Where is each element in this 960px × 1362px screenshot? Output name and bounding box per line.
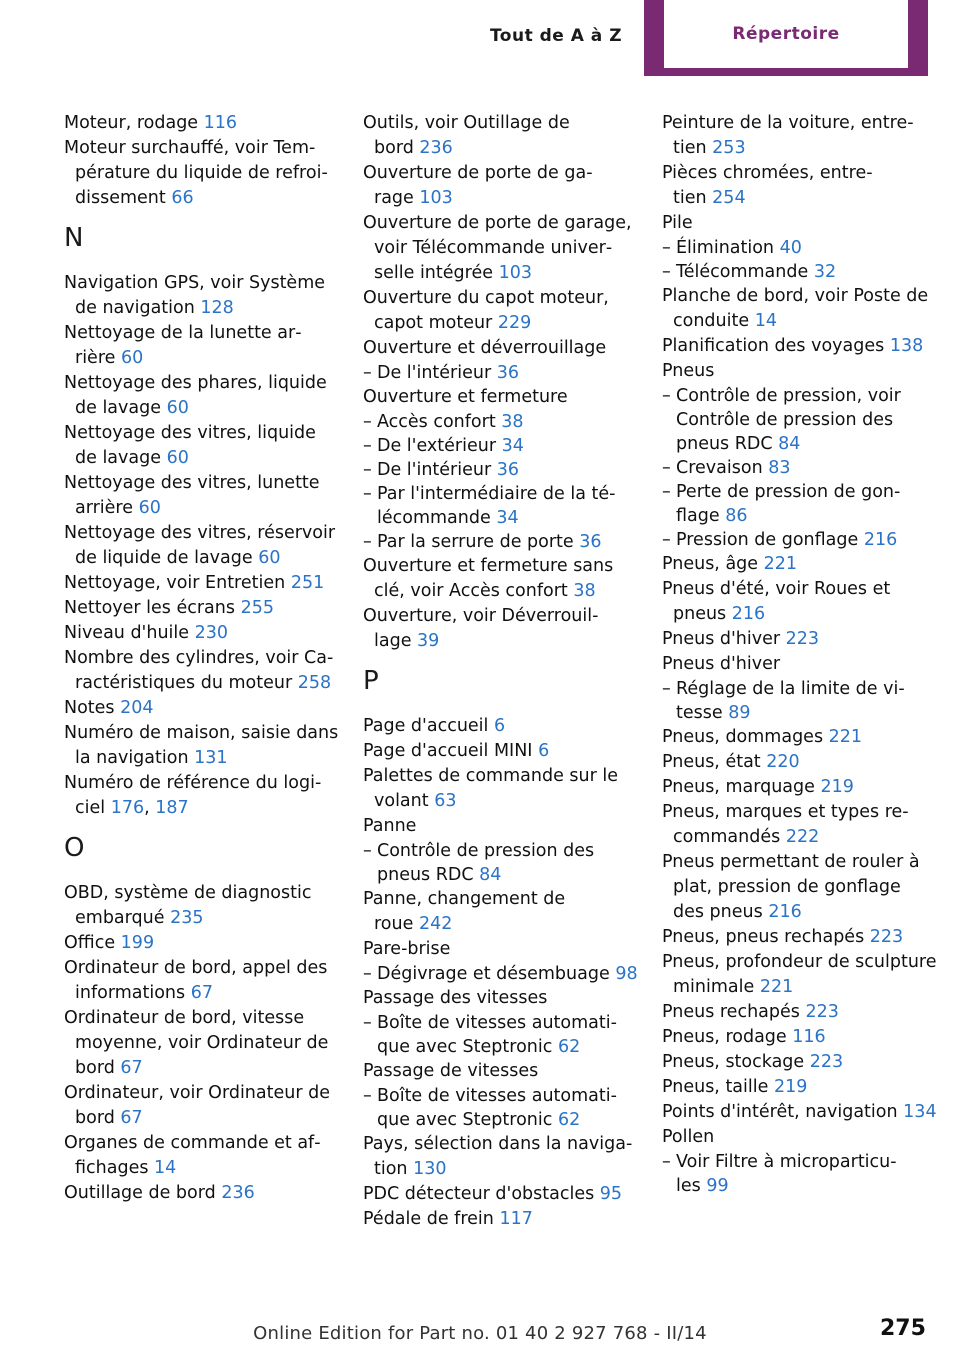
entry-label: Numéro de maison, saisie dans la navigation <box>64 723 339 768</box>
page-link[interactable]: 128 <box>200 298 234 318</box>
page-link[interactable]: 187 <box>155 798 189 818</box>
index-entry <box>363 1132 638 1182</box>
entry-label: Pneus, stockage <box>662 1052 805 1072</box>
page-link[interactable]: 62 <box>557 1037 581 1057</box>
entry-label: Notes <box>64 698 115 718</box>
page-link[interactable]: 40 <box>779 238 802 258</box>
dash-bullet: – <box>363 363 372 383</box>
entry-label: OBD, système de diagnostic embarqué <box>64 883 312 928</box>
page-link[interactable]: 38 <box>573 581 596 601</box>
entry-label: Pneus d'hiver <box>662 654 781 674</box>
dash-bullet: – <box>662 679 671 699</box>
page-link[interactable]: 221 <box>763 554 798 574</box>
index-entry <box>363 1182 638 1207</box>
page-link[interactable]: 236 <box>221 1183 255 1203</box>
page-link[interactable]: 223 <box>785 629 820 649</box>
index-entry <box>64 956 339 1006</box>
entry-label: Page d'accueil <box>363 716 489 736</box>
index-entry <box>64 471 339 521</box>
page-number: 275 <box>880 1316 926 1341</box>
index-entry <box>662 925 937 950</box>
index-subentry <box>363 482 638 530</box>
index-entry <box>363 161 638 211</box>
page-link[interactable]: 67 <box>120 1058 143 1078</box>
index-entry <box>363 887 638 937</box>
index-subentry <box>363 962 638 986</box>
index-entry <box>64 1081 339 1131</box>
subentry-body <box>377 962 638 986</box>
page-link[interactable]: 138 <box>889 336 924 356</box>
index-entry <box>363 604 638 654</box>
entry-label: Pile <box>662 213 693 233</box>
entry-label: Office <box>64 933 116 953</box>
page-link[interactable]: 223 <box>805 1002 839 1022</box>
page-link[interactable]: 221 <box>828 727 863 747</box>
index-entry <box>363 286 638 336</box>
subentry-body <box>676 236 937 260</box>
entry-label: Pneus, pneus rechapés <box>662 927 865 947</box>
page-link[interactable]: 204 <box>120 698 154 718</box>
index-entry <box>363 111 638 161</box>
page-link[interactable]: 14 <box>154 1158 177 1178</box>
page-link[interactable]: 230 <box>194 623 229 643</box>
index-subentry <box>662 236 937 260</box>
index-entry <box>64 1181 339 1206</box>
subentry-body <box>377 1011 638 1059</box>
section-letter: O <box>64 833 85 863</box>
page-link[interactable]: 236 <box>419 138 453 158</box>
index-entry <box>662 111 937 161</box>
index-entry <box>662 652 937 677</box>
index-entry <box>662 1100 937 1125</box>
index-entry <box>662 950 937 1000</box>
entry-label: Ouverture de porte de garage <box>363 163 593 208</box>
subentry-body <box>676 677 937 725</box>
dash-bullet: – <box>363 436 372 456</box>
entry-label: Nettoyage de la lunette arrière <box>64 323 302 368</box>
page-link[interactable]: 66 <box>171 188 194 208</box>
index-entry <box>363 1207 638 1232</box>
entry-label: Nettoyage, voir Entretien <box>64 573 286 593</box>
entry-label: Nettoyage des phares, liquide de lavage <box>64 373 327 418</box>
entry-label: Ouverture et fermeture <box>363 387 568 407</box>
page-link[interactable]: 63 <box>434 791 457 811</box>
entry-label: Navigation GPS, voir Système de navigation <box>64 273 326 318</box>
entry-label: Pédale de frein <box>363 1209 494 1229</box>
index-entry <box>662 750 937 775</box>
page-link[interactable]: 254 <box>712 188 746 208</box>
entry-label: Points d'intérêt, navigation <box>662 1102 898 1122</box>
entry-label: De l'intérieur <box>377 460 492 480</box>
dash-bullet: – <box>662 238 671 258</box>
index-subentry <box>363 361 638 385</box>
page-link[interactable]: 223 <box>869 927 904 947</box>
entry-label: Moteur surchauffé, voir Température du liquide de refroidissement <box>64 138 328 208</box>
page-link[interactable]: 223 <box>809 1052 844 1072</box>
dash-bullet: – <box>363 1013 372 1033</box>
page-link[interactable]: 199 <box>120 933 155 953</box>
subentry-body <box>377 530 638 554</box>
dash-bullet: – <box>662 458 671 478</box>
page-link[interactable]: 235 <box>170 908 204 928</box>
entry-label: Pneus, état <box>662 752 761 772</box>
index-entry <box>662 577 937 627</box>
entry-label: Pneus, rodage <box>662 1027 787 1047</box>
entry-label: Nettoyage des vitres, réservoir de liquide de lavage <box>64 523 336 568</box>
entry-label: Nettoyer les écrans <box>64 598 235 618</box>
index-subentry <box>363 1084 638 1132</box>
index-column-3 <box>662 111 937 1198</box>
index-entry <box>363 385 638 410</box>
subentry-body <box>676 528 937 552</box>
page-link[interactable]: 229 <box>497 313 532 333</box>
page-link[interactable]: 116 <box>792 1027 826 1047</box>
index-entry <box>662 161 937 211</box>
section-letter: N <box>64 223 84 253</box>
entry-label: Pneus, marquage <box>662 777 815 797</box>
page-link[interactable]: 60 <box>120 348 144 368</box>
page-link[interactable]: 220 <box>766 752 800 772</box>
index-entry <box>662 627 937 652</box>
index-entry <box>662 1075 937 1100</box>
index-entry <box>363 937 638 962</box>
dash-bullet: – <box>662 482 671 502</box>
dash-bullet: – <box>363 484 372 504</box>
page-link[interactable]: 60 <box>258 548 281 568</box>
index-entry <box>363 764 638 814</box>
page-link[interactable]: 38 <box>501 412 524 432</box>
index-subentry <box>363 530 638 554</box>
entry-label: Peinture de la voiture, entretien <box>662 113 914 158</box>
dash-bullet: – <box>662 262 671 282</box>
index-entry <box>662 284 937 334</box>
dash-bullet: – <box>662 386 671 406</box>
entry-label: Pneus <box>662 361 715 381</box>
index-entry <box>662 211 937 236</box>
entry-label: Panne, changement de roue <box>363 889 566 934</box>
index-subentry <box>662 480 937 528</box>
dash-bullet: – <box>363 1086 372 1106</box>
page-link[interactable]: 60 <box>166 448 189 468</box>
dash-bullet: – <box>363 964 372 984</box>
entry-label: Planification des voyages <box>662 336 885 356</box>
page-link[interactable]: 99 <box>706 1176 729 1196</box>
index-entry <box>64 421 339 471</box>
page-link[interactable]: 116 <box>203 113 238 133</box>
index-subentry <box>662 528 937 552</box>
entry-label: Contrôle de pression, voir Contrôle de pression des pneus RDC <box>676 386 901 454</box>
index-entry <box>64 931 339 956</box>
entry-label: Pare-brise <box>363 939 451 959</box>
page-link[interactable]: 60 <box>138 498 161 518</box>
entry-label: Contrôle de pression des pneus RDC <box>377 841 595 885</box>
subentry-body <box>377 434 638 458</box>
index-subentry <box>662 384 937 456</box>
index-entry <box>662 725 937 750</box>
page-link[interactable]: 221 <box>759 977 794 997</box>
page-link[interactable]: 36 <box>496 363 520 383</box>
subentry-body <box>676 456 937 480</box>
entry-label: Par l'intermédiaire de la télécommande <box>377 484 616 528</box>
entry-label: Pneus rechapés <box>662 1002 800 1022</box>
page-link[interactable]: 89 <box>728 703 751 723</box>
index-entry <box>363 211 638 286</box>
page-link[interactable]: 34 <box>496 508 519 528</box>
page-link[interactable]: 117 <box>499 1209 533 1229</box>
index-entry <box>64 596 339 621</box>
page-link[interactable]: 34 <box>501 436 524 456</box>
page-link[interactable]: 14 <box>754 311 777 331</box>
index-entry <box>662 359 937 384</box>
index-subentry <box>363 1011 638 1059</box>
entry-label: Crevaison <box>676 458 763 478</box>
entry-label: Ouverture de porte de garage, voir Télécommande universelle intégrée <box>363 213 632 283</box>
chapter-tab[interactable] <box>644 0 928 76</box>
entry-label: Page d'accueil MINI <box>363 741 533 761</box>
entry-label: Voir Filtre à microparticules <box>676 1152 897 1196</box>
chapter-tab-label: Répertoire <box>664 0 908 68</box>
dash-bullet: – <box>662 1152 671 1172</box>
subentry-body <box>676 384 937 456</box>
entry-label: Nettoyage des vitres, liquide de lavage <box>64 423 316 468</box>
entry-label: Ouverture du capot moteur, capot moteur <box>363 288 609 333</box>
page-link[interactable]: 98 <box>615 964 638 984</box>
dash-bullet: – <box>363 460 372 480</box>
entry-label: Par la serrure de porte <box>377 532 574 552</box>
entry-label: Accès confort <box>377 412 496 432</box>
entry-label: Pression de gonflage <box>676 530 859 550</box>
page-link[interactable]: 216 <box>768 902 802 922</box>
page-link[interactable]: 60 <box>166 398 189 418</box>
page-link[interactable]: 242 <box>418 914 453 934</box>
dash-bullet: – <box>363 841 372 861</box>
index-entry <box>363 714 638 739</box>
page-link[interactable]: 62 <box>557 1110 581 1130</box>
index-entry <box>64 721 339 771</box>
entry-label: Ouverture, voir Déverrouillage <box>363 606 599 651</box>
subentry-body <box>377 410 638 434</box>
page-link[interactable]: 39 <box>417 631 440 651</box>
page-link[interactable]: 253 <box>712 138 746 158</box>
index-entry <box>64 136 339 211</box>
entry-label: Pièces chromées, entretien <box>662 163 873 208</box>
entry-label: Pneus d'été, voir Roues et pneus <box>662 579 891 624</box>
entry-label: Planche de bord, voir Poste de conduite <box>662 286 929 331</box>
index-entry: Numéro de référence du logiciel 176, 187 <box>64 773 322 818</box>
page-link[interactable]: 32 <box>813 262 837 282</box>
index-entry <box>662 1000 937 1025</box>
entry-label: Pays, sélection dans la navigation <box>363 1134 633 1179</box>
entry-label: Pneus, taille <box>662 1077 769 1097</box>
subentry-body <box>377 482 638 530</box>
index-entry <box>662 1025 937 1050</box>
entry-label: Télécommande <box>676 262 809 282</box>
subentry-body <box>676 260 937 284</box>
entry-label: Boîte de vitesses automatique avec Steptronic <box>377 1086 617 1130</box>
index-entry <box>662 775 937 800</box>
page-link[interactable]: 84 <box>778 434 801 454</box>
index-subentry <box>363 458 638 482</box>
subentry-body <box>676 480 937 528</box>
page-link[interactable]: 36 <box>579 532 602 552</box>
section-header: Tout de A à Z <box>489 26 623 46</box>
index-subentry <box>662 1150 937 1198</box>
entry-label: Dégivrage et désembuage <box>377 964 610 984</box>
subentry-body <box>377 361 638 385</box>
index-entry <box>64 371 339 421</box>
index-subentry <box>662 456 937 480</box>
entry-label: Boîte de vitesses automatique avec Steptronic <box>377 1013 617 1057</box>
page-link[interactable]: 36 <box>496 460 520 480</box>
entry-label: Perte de pression de gonflage <box>676 482 901 526</box>
entry-label: Pneus permettant de rouler à plat, pression de gonflage des pneus <box>662 852 920 922</box>
index-subentry <box>662 260 937 284</box>
entry-label: Ouverture et fermeture sans clé, voir Accès confort <box>363 556 614 601</box>
page-link[interactable]: 176 <box>110 798 145 818</box>
index-entry <box>662 850 937 925</box>
page-link[interactable]: 67 <box>120 1108 143 1128</box>
index-entry <box>662 552 937 577</box>
subentry-body <box>377 458 638 482</box>
dash-bullet: – <box>363 412 372 432</box>
entry-label: Élimination <box>676 238 775 258</box>
index-entry <box>363 986 638 1011</box>
entry-label: Pneus, profondeur de sculpture minimale <box>662 952 937 997</box>
entry-label: Organes de commande et affichages <box>64 1133 321 1178</box>
entry-label: Pneus d'hiver <box>662 629 781 649</box>
page-link[interactable]: 222 <box>785 827 820 847</box>
index-subentry <box>662 677 937 725</box>
index-entry <box>64 271 339 321</box>
page-link[interactable]: 216 <box>731 604 766 624</box>
index-entry <box>64 321 339 371</box>
entry-label: Ordinateur de bord, appel des informations <box>64 958 328 1003</box>
index-entry <box>363 336 638 361</box>
entry-label: De l'intérieur <box>377 363 492 383</box>
entry-label: Passage de vitesses <box>363 1061 539 1081</box>
page-link[interactable]: 131 <box>194 748 228 768</box>
entry-label: Numéro de référence du logiciel <box>64 773 322 818</box>
entry-label: Outillage de bord <box>64 1183 216 1203</box>
page-link[interactable]: 219 <box>820 777 854 797</box>
index-entry <box>64 646 339 696</box>
index-entry <box>363 814 638 839</box>
page-link[interactable]: 83 <box>768 458 791 478</box>
entry-label: Ordinateur de bord, vitesse moyenne, voir Ordinateur de bord <box>64 1008 329 1078</box>
entry-label: Nombre des cylindres, voir Caractéristiques du moteur <box>64 648 334 693</box>
entry-label: Pneus, marques et types recommandés <box>662 802 909 847</box>
dash-bullet: – <box>363 532 372 552</box>
page-link[interactable]: 67 <box>190 983 213 1003</box>
index-entry <box>64 621 339 646</box>
entry-label: Moteur, rodage <box>64 113 199 133</box>
index-entry <box>64 521 339 571</box>
dash-bullet: – <box>662 530 671 550</box>
entry-label: Pneus, âge <box>662 554 759 574</box>
index-entry <box>363 554 638 604</box>
page-link[interactable]: 258 <box>297 673 332 693</box>
entry-label: Ouverture et déverrouillage <box>363 338 607 358</box>
section-letter: P <box>363 666 379 696</box>
index-subentry <box>363 434 638 458</box>
index-entry <box>662 1125 937 1150</box>
page-link[interactable]: 95 <box>599 1184 623 1204</box>
subentry-body <box>676 1150 937 1198</box>
index-entry <box>64 1006 339 1081</box>
page-link[interactable]: 84 <box>479 865 502 885</box>
page-link[interactable]: 86 <box>725 506 748 526</box>
entry-label: Palettes de commande sur le volant <box>363 766 618 811</box>
index-subentry <box>363 410 638 434</box>
page-link[interactable]: 6 <box>538 741 550 761</box>
entry-label: PDC détecteur d'obstacles <box>363 1184 595 1204</box>
page-link[interactable]: 219 <box>773 1077 808 1097</box>
entry-label: Ordinateur, voir Ordinateur de bord <box>64 1083 330 1128</box>
page-link[interactable]: 255 <box>240 598 274 618</box>
index-entry <box>662 334 937 359</box>
page-link[interactable]: 103 <box>498 263 532 283</box>
index-entry <box>662 1050 937 1075</box>
entry-label: Niveau d'huile <box>64 623 190 643</box>
index-entry <box>64 111 339 136</box>
page-link[interactable]: 216 <box>863 530 898 550</box>
edition-footer: Online Edition for Part no. 01 40 2 927 768 - II/14 <box>253 1323 707 1344</box>
index-entry <box>64 1131 339 1181</box>
entry-label: Pollen <box>662 1127 715 1147</box>
index-entry <box>363 739 638 764</box>
index-entry <box>363 1059 638 1084</box>
entry-label: Passage des vitesses <box>363 988 548 1008</box>
index-subentry <box>363 839 638 887</box>
index-column-2 <box>363 111 638 1232</box>
entry-label: De l'extérieur <box>377 436 497 456</box>
index-entry <box>64 696 339 721</box>
page-link[interactable]: 134 <box>903 1102 937 1122</box>
subentry-body <box>377 1084 638 1132</box>
entry-label: Panne <box>363 816 417 836</box>
page-link[interactable]: 103 <box>419 188 453 208</box>
page-link[interactable]: 130 <box>413 1159 447 1179</box>
entry-label: Nettoyage des vitres, lunette arrière <box>64 473 320 518</box>
index-entry <box>662 800 937 850</box>
index-column-1 <box>64 111 339 1206</box>
index-entry <box>64 881 339 931</box>
page-link[interactable]: 251 <box>290 573 325 593</box>
index-entry <box>64 571 339 596</box>
entry-label: Pneus, dommages <box>662 727 824 747</box>
entry-label: Outils, voir Outillage de bord <box>363 113 570 158</box>
subentry-body <box>377 839 638 887</box>
entry-label: Réglage de la limite de vitesse <box>676 679 905 723</box>
page-link[interactable]: 6 <box>493 716 506 736</box>
